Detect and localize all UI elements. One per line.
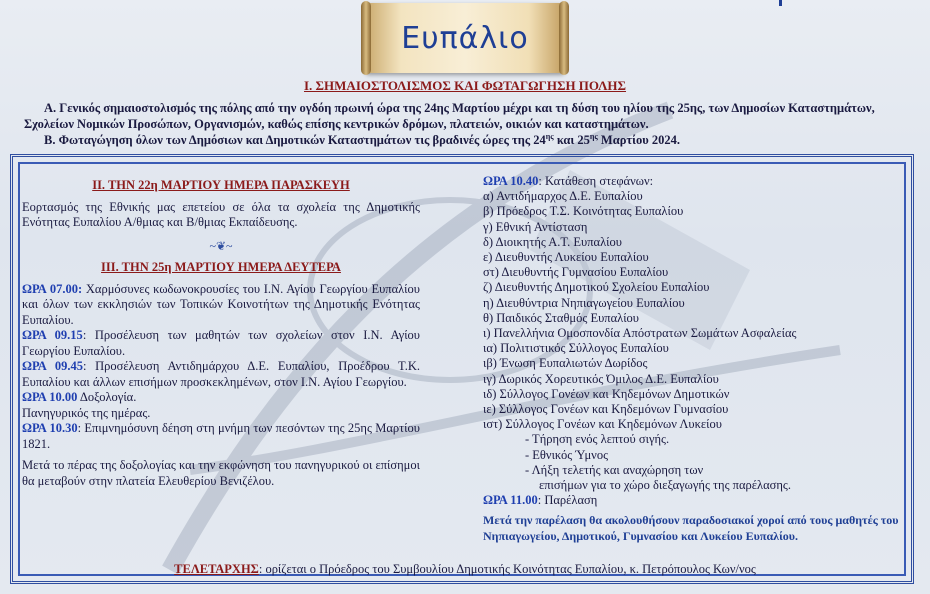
list-item: ιε) Σύλλογος Γονέων και Κηδεμόνων Γυμνασίου [483, 402, 729, 417]
schedule-entry [22, 328, 420, 359]
list-item: β) Πρόεδρος Τ.Σ. Κοινότητας Ευπαλίου [483, 204, 684, 219]
parade-heading [483, 493, 908, 508]
list-item: α) Αντιδήμαρχος Δ.Ε. Ευπαλίου [483, 189, 643, 204]
list-item: ιδ) Σύλλογος Γονέων και Κηδεμόνων Δημοτικών [483, 386, 730, 401]
footer-label: ΤΕΛΕΤΑΡΧΗΣ [174, 562, 259, 576]
entry-text: Χαρμόσυνες κωδωνοκρουσίες του Ι.Ν. Αγίου Γεωργίου Ευπαλίου και όλων των εκκλησιών των Τοπικών Κοινοτήτων της Δημοτικής Ενότητας Ευπαλίου. [22, 281, 420, 327]
entry-time: ΩΡΑ 09.15 [22, 328, 83, 342]
left-column [22, 178, 420, 489]
list-item: στ) Διευθυντής Γυμνασίου Ευπαλίου [483, 265, 669, 280]
footer-line [0, 562, 930, 577]
time-1100: ΩΡΑ 11.00 [483, 493, 538, 508]
list-item: γ) Εθνική Αντίσταση [483, 219, 588, 234]
ceremony-step-cont: επισήμων για το χώρο διεξαγωγής της παρέλασης. [539, 478, 791, 493]
entry-text: : Προσέλευση των μαθητών των σχολείων στον Ι.Ν. Αγίου Γεωργίου Ευπαλίου. [22, 328, 421, 358]
section2-title: ΙΙ. ΤΗΝ 22η ΜΑΡΤΙΟΥ ΗΜΕΡΑ ΠΑΡΑΣΚΕΥΗ [92, 178, 350, 192]
time-1040: ΩΡΑ 10.40 [483, 174, 539, 188]
top-decoration [779, 0, 782, 6]
list-item: θ) Παιδικός Σταθμός Ευπαλίου [483, 310, 639, 325]
list-item: ιγ) Δωρικός Χορευτικός Όμιλος Δ.Ε. Ευπαλίου [483, 371, 719, 386]
entry-text: Πανηγυρικός της ημέρας. [22, 405, 151, 420]
entry-text: : Επιμνημόσυνη δέηση στη μνήμη των πεσόντων της 25ης Μαρτίου 1821. [22, 421, 420, 451]
entry-text: Δοξολογία. [77, 390, 137, 404]
item-b-sup1: ης [545, 131, 554, 141]
item-b-text: Β. Φωταγώγηση όλων των Δημόσιων και Δημοτικών Καταστημάτων τις βραδινές ώρες της 24 [44, 133, 546, 147]
entry-time: ΩΡΑ 10.30 [22, 421, 78, 435]
list-item: ιστ) Σύλλογος Γονέων και Κηδεμόνων Λυκείου [483, 417, 722, 432]
list-item: η) Διευθύντρια Νηπιαγωγείου Ευπαλίου [483, 295, 685, 310]
schedule-entry [22, 406, 420, 422]
ceremony-step: - Τήρηση ενός λεπτού σιγής. [525, 432, 670, 447]
list-item: ι) Πανελλήνια Ομοσπονδία Απόστρατων Σωμάτων Ασφαλείας [483, 326, 797, 341]
list-item: ε) Διευθυντής Λυκείου Ευπαλίου [483, 250, 649, 265]
section3-title: ΙΙΙ. ΤΗΝ 25η ΜΑΡΤΙΟΥ ΗΜΕΡΑ ΔΕΥΤΕΡΑ [101, 260, 341, 274]
wreath-heading [483, 174, 908, 189]
list-item: ιβ) Ένωση Ευπαλιωτών Δωρίδος [483, 356, 648, 371]
ornament-divider: ~❦~ [209, 238, 233, 253]
entry-text: : Προσέλευση Αντιδημάρχου Δ.Ε. Ευπαλίου, Προέδρου Τ.Κ. Ευπαλίου και άλλων επισήμων προσκεκλημένων, στον Ι.Ν. Αγίου Γεωργίου. [22, 359, 420, 389]
ceremony-step: - Εθνικός Ύμνος [525, 447, 609, 462]
item-b-mid: και 25 [553, 133, 590, 147]
section2-body: Εορτασμός της Εθνικής μας επετείου σε όλα τα σχολεία της Δημοτικής Ενότητας Ευπαλίου Α/θμιας και Β/θμιας Εκπαίδευσης. [22, 199, 420, 229]
label-1100: : Παρέλαση [537, 493, 598, 508]
section1-title: Ι. ΣΗΜΑΙΟΣΤΟΛΙΣΜΟΣ ΚΑΙ ΦΩΤΑΓΩΓΗΣΗ ΠΟΛΗΣ [303, 78, 627, 93]
list-item: δ) Διοικητής Α.Τ. Ευπαλίου [483, 234, 622, 249]
section3-closing: Μετά το πέρας της δοξολογίας και την εκφώνηση του πανηγυρικού οι επίσημοι θα μεταβούν στην πλατεία Ελευθερίου Βενιζέλου. [22, 458, 420, 488]
section1-item-a: Α. Γενικός σημαιοστολισμός της πόλης από την ογδόη πρωινή ώρα της 24ης Μαρτίου μέχρι και τη δύση του ηλίου της 25ης, των Δημοσίων Καταστημάτων, Σχολείων Νομικών Προσώπων, Οργανισμών, καθώς επίσης κεντρικών δρόμων, πλατειών, οικιών και καταστημάτων. [24, 101, 875, 131]
schedule-entry [22, 390, 420, 406]
schedule-entry [22, 359, 420, 390]
list-item: ζ) Διευθυντής Δημοτικού Σχολείου Ευπαλίου [483, 280, 710, 295]
entry-time: ΩΡΑ 10.00 [22, 390, 78, 404]
footer-text: : ορίζεται ο Πρόεδρος του Συμβουλίου Δημοτικής Κοινότητας Ευπαλίου, κ. Πετρόπουλος Κων/νος [258, 562, 756, 576]
entry-time: ΩΡΑ 07.00: [22, 281, 83, 296]
label-1040: : Κατάθεση στεφάνων: [538, 174, 654, 188]
section1-body [24, 100, 904, 148]
schedule-entry [22, 421, 420, 452]
list-item: ια) Πολιτιστικός Σύλλογος Ευπαλίου [483, 341, 669, 356]
section1-item-b [24, 132, 904, 148]
item-b-post: Μαρτίου 2024. [597, 133, 681, 147]
title-scroll [365, 3, 565, 73]
ceremony-step: - Λήξη τελετής και αναχώρηση των [525, 462, 704, 477]
page-title: Ευπάλιο [401, 20, 529, 56]
item-b-sup2: ης [589, 131, 598, 141]
schedule-entry [22, 282, 420, 329]
entry-time: ΩΡΑ 09.45 [22, 359, 83, 373]
right-column [483, 174, 908, 544]
final-note: Μετά την παρέλαση θα ακολουθήσουν παραδοσιακοί χοροί από τους μαθητές του Νηπιαγωγείου, Δημοτικού, Γυμνασίου και Λυκείου Ευπαλίου. [483, 513, 899, 544]
